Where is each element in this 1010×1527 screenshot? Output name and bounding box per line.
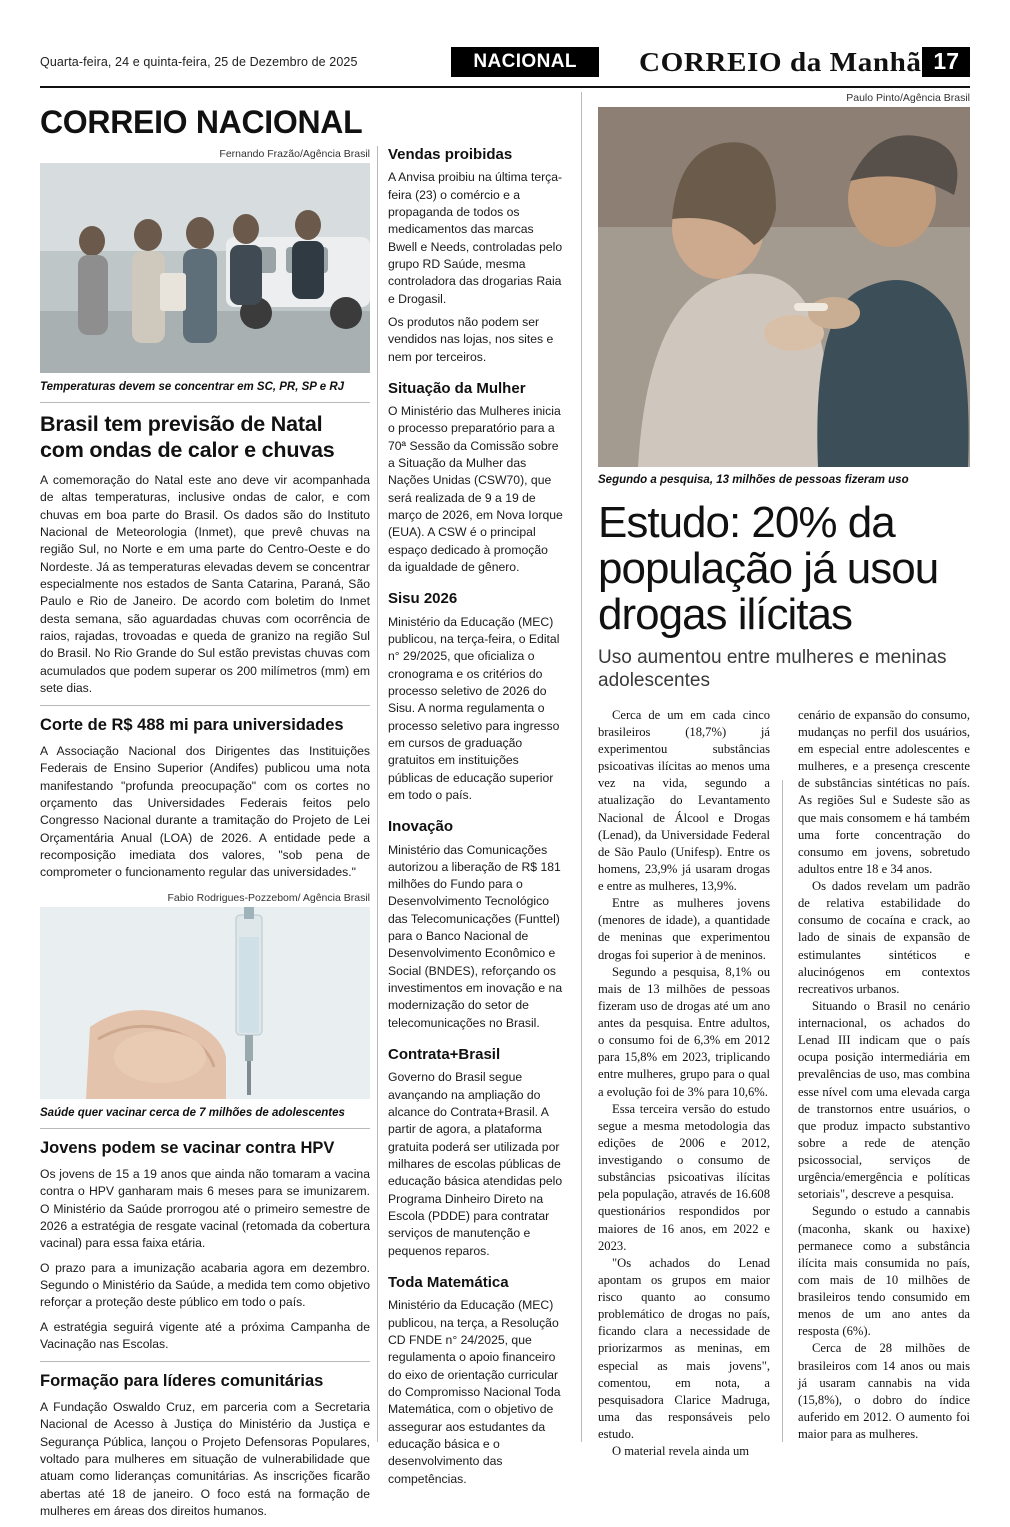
brief-vendas-p2: Os produtos não podem ser vendidos nas lojas, nos sites e nem por terceiros.	[388, 314, 554, 364]
photo-main-drugs	[598, 107, 970, 467]
article-weather-p1: A comemoração do Natal este ano deve vir acompanhada de altas temperaturas, inclusive ondas de calor, e com chuvas em boa parte do Brasil. Os dados são do Instituto Nacional de Meteorologia (Inmet), que prevê chuvas na região Sul, no Norte e em uma parte do Centro-Oeste e do Nordeste. Já as temperaturas elevadas devem se concentrar especialmente nos estados de Santa Catarina, Paraná, São Paulo e Rio de Janeiro. De acordo com boletim do Inmet desta semana, são aguardadas chuvas com ocorrência de raios, rajadas, trovoadas e queda de granizo na região Sul do Brasil. No Rio Grande do Sul estão previstas chuvas com acumulados que podem superar os 200 milímetros (mm) em sete dias.	[40, 473, 370, 696]
masthead-date: Quarta-feira, 24 e quinta-feira, 25 de Dezembro de 2025	[40, 55, 358, 69]
brief-title-vendas: Vendas proibidas	[388, 146, 513, 163]
page-number: 17	[922, 47, 970, 77]
headline-hpv: Jovens podem se vacinar contra HPV	[40, 1139, 335, 1158]
photo-caption-3: Segundo a pesquisa, 13 milhões de pessoas fizeram uso	[598, 474, 909, 486]
main-p7: cenário de expansão do consumo, mudanças no perfil dos usuários, em especial entre adolescentes e mulheres, e a presença crescente de substâncias sintéticas no país. As regiões Sul e Sudeste são as que mais consomem e há também uma forte concentração do consumo em jovens, sobretudo adultos entre 18 e 34 anos.	[798, 707, 970, 876]
headline-weather: Brasil tem previsão de Natal com ondas de calor e chuvas	[40, 412, 335, 462]
left-column	[40, 98, 370, 1527]
photo-credit-3: Paulo Pinto/Agência Brasil	[846, 92, 970, 104]
brief-title-inovacao: Inovação	[388, 818, 454, 836]
brief-matematica-p1: Ministério da Educação (MEC) publicou, na terça, a Resolução CD FNDE n° 24/2025, que regulamenta o apoio financeiro do eixo de orientação curricular do Compromisso Nacional Toda Matemática, com o objetivo de assegurar aos estudantes da educação básica e o desenvolvimento das competências.	[388, 1298, 561, 1486]
masthead	[40, 42, 970, 82]
main-p5: "Os achados do Lenad apontam os grupos em maior risco quanto ao consumo problemático de drogas no país, ficando clara a necessidade de priorizarmos as meninas, em especial as mais jovens", comentou, em nota, a pesquisadora Clarice Madruga, uma das responsáveis pelo estudo.	[598, 1255, 770, 1442]
main-p9: Situando o Brasil no cenário internacional, os achados do Lenad III indicam que o país ocupa posição intermediária em prevalências de uso, mas combina esse nível com uma elevada carga de transtornos entre usuários, o que produz impacto substantivo sobre a rede de atenção psicossocial, serviços de urgência/emergência e políticas setoriais", descreve a pesquisa.	[798, 998, 970, 1202]
photo-caption-1: Temperaturas devem se concentrar em SC, PR, SP e RJ	[40, 381, 345, 393]
article-universities-p1: A Associação Nacional dos Dirigentes das Instituições Federais de Ensino Superior (Andifes) publicou uma nota manifestando "profunda preocupação" com os cortes no orçamento das Universidades Federais feitos pelo Congresso Nacional durante a tramitação do Projeto de Lei Orçamentária Anual (LOA) de 2026. A entidade pede a recomposição imediata dos valores, "sob pena de comprometer o funcionamento regular das universidades."	[40, 744, 370, 880]
article-hpv-p3: A estratégia seguirá vigente até a próxima Campanha de Vacinação nas Escolas.	[40, 1319, 370, 1351]
brief-inovacao-p1: Ministério das Comunicações autorizou a liberação de R$ 181 milhões do Fundo para o Desenvolvimento Tecnológico das Telecomunicações (Funttel) para o Banco Nacional de Desenvolvimento Econômico e Social (BNDES), reforçando os investimentos em inovação e na modernização do setor de telecomunicações no Brasil.	[388, 842, 563, 1030]
photo-street-scene	[40, 163, 370, 373]
main-p6: O material revela ainda um	[612, 1444, 750, 1459]
divider	[40, 402, 370, 403]
masthead-right	[451, 47, 970, 78]
divider	[40, 1128, 370, 1129]
brief-title-contrata: Contrata+Brasil	[388, 1046, 501, 1064]
header-rule	[40, 86, 970, 88]
section-tag: NACIONAL	[451, 47, 598, 77]
article-lideres-p1: A Fundação Oswaldo Cruz, em parceria com a Secretaria Nacional de Acesso à Justiça do Ministério da Justiça e Segurança Pública, lançou o Projeto Defensoras Populares, voltado para mulheres em situação de vulnerabilidade que atuam como lideranças comunitárias. As inscrições ficarão abertas até 18 de janeiro. O foco está na formação de mulheres em áreas dos direitos humanos.	[40, 1400, 370, 1518]
photo-caption-2: Saúde quer vacinar cerca de 7 milhões de adolescentes	[40, 1106, 345, 1119]
brief-title-matematica: Toda Matemática	[388, 1273, 509, 1291]
brief-vendas-p1: A Anvisa proibiu na última terça-feira (23) o comércio e a propaganda de todos os medicamentos das marcas Bwell e Needs, controladas pelo grupo RD Saúde, mesma controladora das drogarias Raia e Drogasil.	[388, 170, 563, 306]
photo-main-svg	[598, 107, 970, 467]
main-headline: Estudo: 20% da população já usou drogas ilícitas	[598, 498, 939, 639]
main-article-col-1	[598, 707, 770, 1461]
column-divider-2	[581, 92, 582, 1442]
right-column	[598, 92, 970, 1460]
main-p1: Cerca de um em cada cinco brasileiros (18,7%) já experimentou substâncias psicoativas ilícitas ao menos uma vez na vida, segundo a atualização do Levantamento Nacional de Álcool e Drogas (Lenad), da Universidade Federal de São Paulo (Unifesp). Entre os homens, 23,9% já usaram drogas e entre as mulheres, 13,9%.	[598, 707, 770, 894]
photo-credit-2: Fabio Rodrigues-Pozzebom/ Agência Brasil	[167, 891, 370, 904]
main-p4: Essa terceira versão do estudo segue a mesma metodologia das edições de 2006 e 2012, investigando o consumo de substâncias psicoativas ilícitas pela população, através de 16.608 questionários respondidos por maiores de 16 anos, em 2022 e 2023.	[598, 1101, 770, 1253]
photo-street-scene-svg	[40, 163, 370, 373]
section-heading: CORREIO NACIONAL	[40, 104, 363, 140]
article-hpv-p1: Os jovens de 15 a 19 anos que ainda não tomaram a vacina contra o HPV ganharam mais 6 meses para se imunizarem. O Ministério da Saúde prorrogou até o primeiro semestre de 2026 a estratégia de resgate vacinal (retomada da cobertura vacinal) para essa faixa etária.	[40, 1166, 370, 1251]
headline-universities: Corte de R$ 488 mi para universidades	[40, 716, 344, 735]
main-p3: Segundo a pesquisa, 8,1% ou mais de 13 milhões de pessoas fizeram uso de drogas até um ano antes da pesquisa. Entre adultos, o consumo foi de 6,3% em 2012 para 15,8% em 2023, triplicando entre mulheres, grupo para o qual a evolução foi de 3% para 10,6%.	[598, 964, 770, 1099]
briefs-column	[388, 146, 564, 1494]
newspaper-brand: CORREIO da Manhã	[638, 46, 922, 77]
brief-mulher-p1: O Ministério das Mulheres inicia o processo preparatório para a 70ª Sessão da Comissão sobre a Situação da Mulher das Nações Unidas (CSW70), que será realizada de 9 a 19 de março de 2026, em Nova Iorque (EUA). A CSW é o principal espaço dedicado à promoção da igualdade de gênero.	[388, 404, 563, 575]
headline-lideres: Formação para líderes comunitárias	[40, 1372, 324, 1391]
main-p8: Os dados revelam um padrão de relativa estabilidade do consumo de cocaína e crack, ao lado de sinais de expansão de estimulantes sintéticos e alucinógenos em contextos recreativos urbanos.	[798, 879, 970, 996]
main-deck: Uso aumentou entre mulheres e meninas adolescentes	[598, 647, 947, 692]
divider	[40, 705, 370, 706]
main-article-col-2	[798, 707, 970, 1461]
brief-contrata-p1: Governo do Brasil segue avançando na ampliação do alcance do Contrata+Brasil. A partir de agora, a plataforma gratuita poderá ser utilizada por milhares de escolas públicas de educação básica atendidas pelo Programa Dinheiro Direto na Escola (PDDE) para contratar serviços de manutenção e pequenos reparos.	[388, 1070, 563, 1258]
brief-sisu-p1: Ministério da Educação (MEC) publicou, na terça-feira, o Edital n° 29/2025, que oficializa o cronograma e os critérios do processo seletivo de 2026 do Sisu. A norma regulamenta o processo seletivo para ingresso em cursos de graduação gratuitos em instituições públicas de educação superior em todo o país.	[388, 614, 560, 802]
brief-title-sisu: Sisu 2026	[388, 590, 458, 608]
main-article-body	[598, 707, 970, 1461]
brief-title-mulher: Situação da Mulher	[388, 379, 526, 397]
main-p10: Segundo o estudo a cannabis (maconha, skank ou haxixe) permanece como a substância ilícita mais consumida no país, com mais de 10 milhões de brasileiros tendo consumido em menos de um ano antes da resposta (6%).	[798, 1204, 970, 1339]
divider	[40, 1361, 370, 1362]
main-p11: Cerca de 28 milhões de brasileiros com 14 anos ou mais já usaram cannabis na vida (15,8%), o dobro do índice auferido em 2012. O aumento foi maior para as mulheres.	[798, 1341, 970, 1442]
article-hpv-p2: O prazo para a imunização acabaria agora em dezembro. Segundo o Ministério da Saúde, a medida tem como objetivo reforçar a proteção deste público em todo o país.	[40, 1260, 370, 1310]
main-p2: Entre as mulheres jovens (menores de idade), a quantidade de meninas que experimentou drogas foi superior à de meninos.	[598, 896, 770, 962]
column-divider-1	[377, 146, 378, 1442]
photo-vaccine-syringe	[40, 907, 370, 1099]
photo-vaccine-svg	[40, 907, 370, 1099]
photo-credit-1: Fernando Frazão/Agência Brasil	[219, 148, 370, 160]
